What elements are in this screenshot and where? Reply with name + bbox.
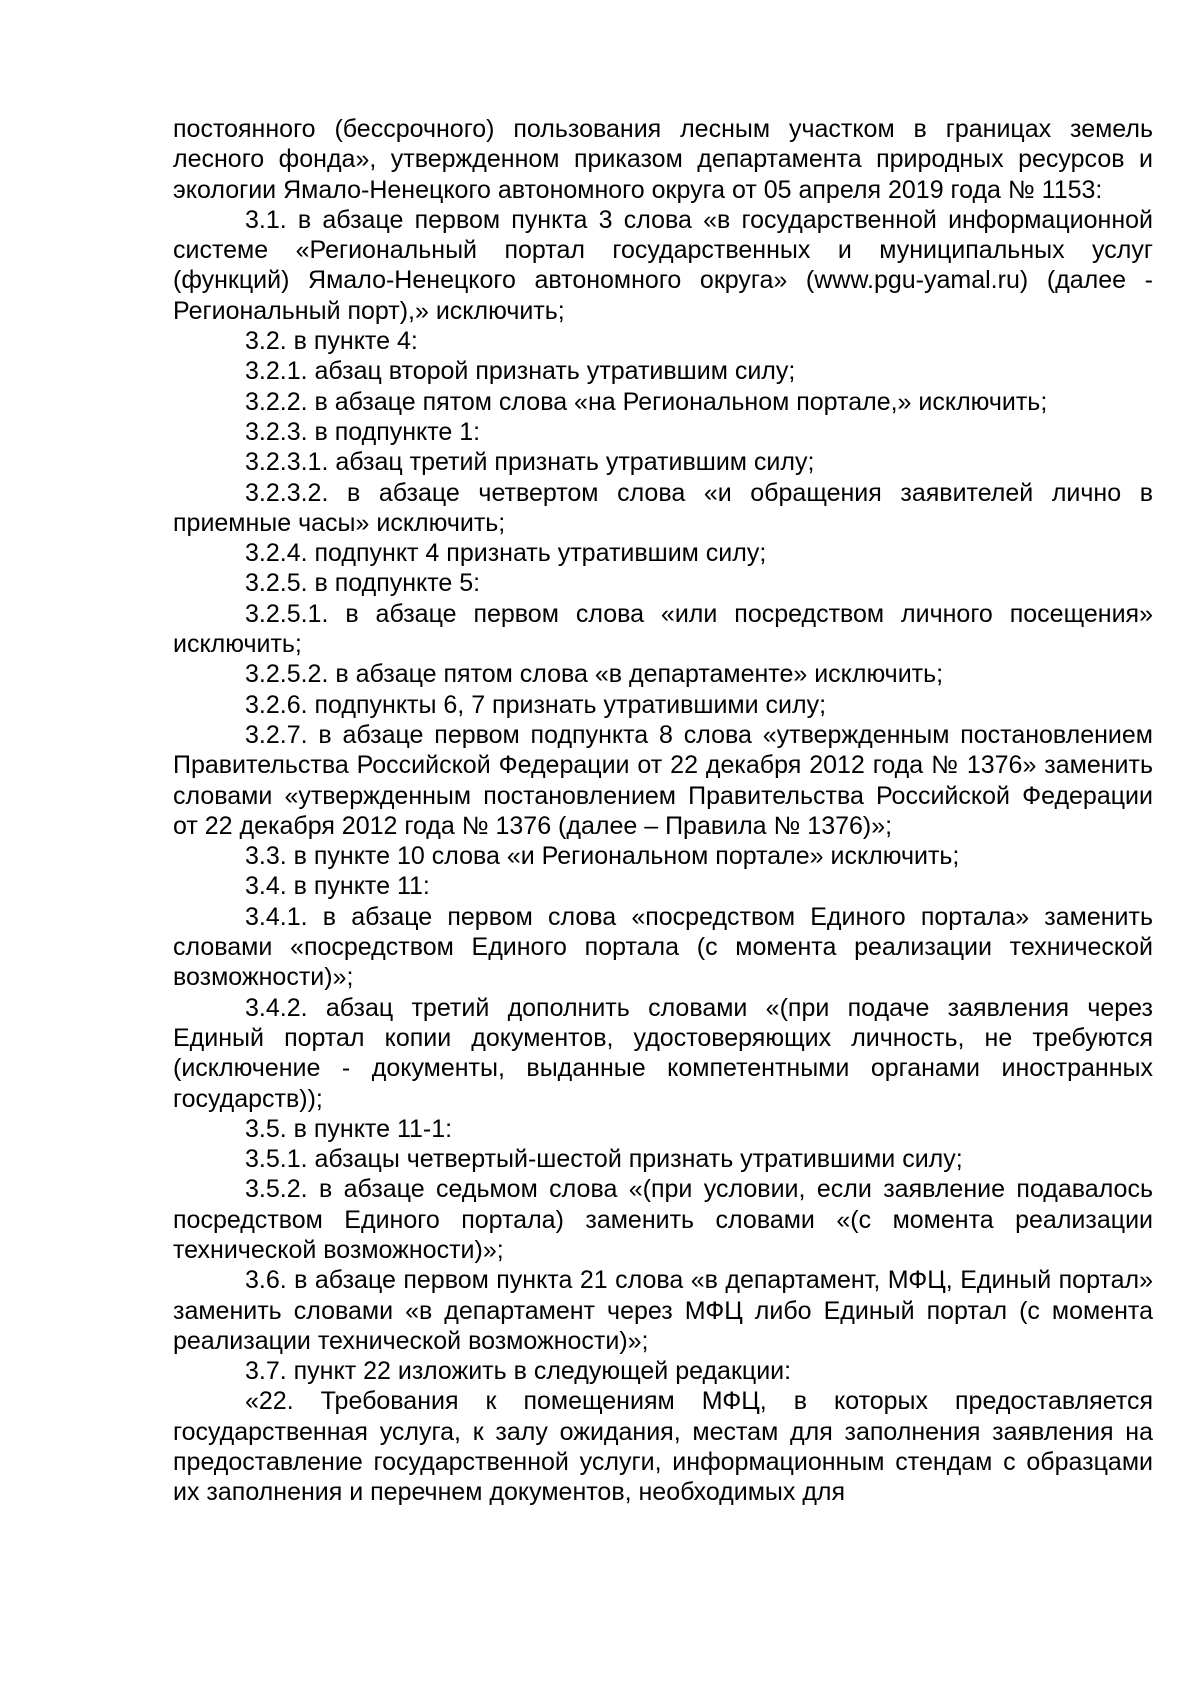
paragraph-3-2: 3.2. в пункте 4: bbox=[245, 327, 418, 356]
paragraph-3-1: 3.1. в абзаце первом пункта 3 слова «в государственной информационной системе «Региональный портал государственных и муниципальных услуг (функций) Ямало-Ненецкого автономного округа» (www.pgu-yamal.ru) (далее - Региональный порт),» исключить; bbox=[173, 205, 1153, 325]
paragraph-3-4: 3.4. в пункте 11: bbox=[245, 872, 430, 901]
paragraph-3-4-1: 3.4.1. в абзаце первом слова «посредством Единого портала» заменить словами «посредством Единого портала (с момента реализации технической возможности)»; bbox=[173, 902, 1153, 992]
paragraph-3-2-7: 3.2.7. в абзаце первом подпункта 8 слова «утвержденным постановлением Правительства Российской Федерации от 22 декабря 2012 года № 1376» заменить словами «утвержденным постановлением Правительства Российской Федерации от 22 декабря 2012 года № 1376 (далее – Правила № 1376)»; bbox=[173, 720, 1153, 840]
paragraph-3-2-5: 3.2.5. в подпункте 5: bbox=[245, 569, 481, 598]
paragraph-3-2-3-1: 3.2.3.1. абзац третий признать утратившим силу; bbox=[245, 448, 815, 477]
paragraph-3-5-1: 3.5.1. абзацы четвертый-шестой признать утратившими силу; bbox=[245, 1145, 963, 1174]
paragraph-3-2-5-1: 3.2.5.1. в абзаце первом слова «или посредством личного посещения» исключить; bbox=[173, 599, 1153, 659]
paragraph-3-5: 3.5. в пункте 11-1: bbox=[245, 1114, 453, 1143]
paragraph-3-7: 3.7. пункт 22 изложить в следующей редакции: bbox=[245, 1357, 792, 1386]
paragraph-3-3: 3.3. в пункте 10 слова «и Региональном портале» исключить; bbox=[245, 842, 960, 871]
paragraph-3-2-1: 3.2.1. абзац второй признать утратившим силу; bbox=[245, 357, 796, 386]
paragraph-3-5-2: 3.5.2. в абзаце седьмом слова «(при условии, если заявление подавалось посредством Единого портала) заменить словами «(с момента реализации технической возможности)»; bbox=[173, 1175, 1153, 1264]
paragraph-3-6: 3.6. в абзаце первом пункта 21 слова «в департамент, МФЦ, Единый портал» заменить словами «в департамент через МФЦ либо Единый портал (с момента реализации технической возможности)»; bbox=[173, 1266, 1153, 1355]
paragraph-3-2-6: 3.2.6. подпункты 6, 7 признать утратившими силу; bbox=[245, 690, 827, 719]
paragraph-22: «22. Требования к помещениям МФЦ, в которых предоставляется государственная услуга, к залу ожидания, местам для заполнения заявления на предоставление государственной услуги, информационным стендам с образцами их заполнения и перечнем документов, необходимых для bbox=[173, 1387, 1153, 1507]
document-body bbox=[173, 114, 1153, 1508]
paragraph-3-2-3: 3.2.3. в подпункте 1: bbox=[245, 417, 481, 446]
paragraph-3-2-5-2: 3.2.5.2. в абзаце пятом слова «в департаменте» исключить; bbox=[245, 660, 944, 689]
paragraph-3-2-4: 3.2.4. подпункт 4 признать утратившим силу; bbox=[245, 539, 767, 568]
paragraph-3-2-3-2: 3.2.3.2. в абзаце четвертом слова «и обращения заявителей лично в приемные часы» исключить; bbox=[173, 478, 1153, 537]
paragraph-3-4-2: 3.4.2. абзац третий дополнить словами «(при подаче заявления через Единый портал копии документов, удостоверяющих личность, не требуются (исключение - документы, выданные компетентными органами иностранных государств)); bbox=[173, 993, 1153, 1113]
paragraph-intro: постоянного (бессрочного) пользования лесным участком в границах земель лесного фонда», утвержденном приказом департамента природных ресурсов и экологии Ямало-Ненецкого автономного округа от 05 апреля 2019 года № 1153: bbox=[173, 115, 1153, 204]
paragraph-3-2-2: 3.2.2. в абзаце пятом слова «на Региональном портале,» исключить; bbox=[245, 387, 1048, 416]
